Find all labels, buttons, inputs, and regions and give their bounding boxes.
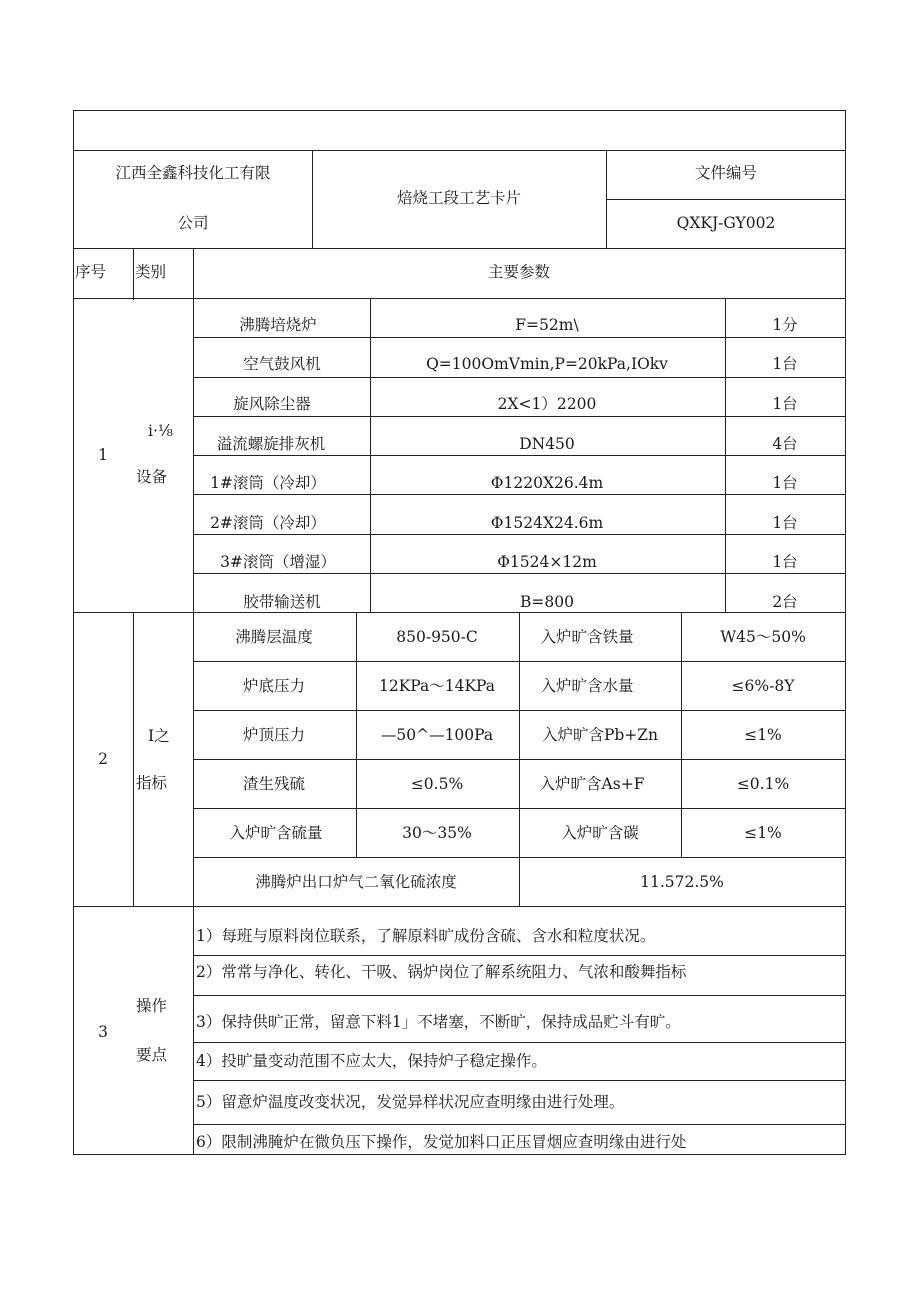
equipment-name: 沸腾培烧炉 [239,316,317,334]
grid-line [193,248,194,1154]
section-category: 操作 [136,997,168,1015]
indicator-value: 30～35% [402,824,472,842]
grid-line [73,150,846,151]
indicator-value: ≤1% [744,726,782,744]
grid-line [133,612,134,907]
grid-line [73,906,846,907]
section-category: I之 [148,727,170,745]
equipment-spec: Φ1524×12m [497,553,597,571]
grid-line [193,416,846,417]
grid-line [681,612,682,858]
equipment-qty: 1台 [772,474,798,492]
grid-line [193,455,846,456]
equipment-qty: 2台 [772,593,798,611]
grid-line [193,1080,846,1081]
grid-line [193,759,846,760]
grid-line [193,808,846,809]
operation-point: 5）留意炉温度改变状况，发觉异样状况应查明缘由进行处理。 [196,1093,625,1111]
equipment-name: 溢流螺旋排灰机 [216,435,326,453]
indicator-label: 入炉旷含水量 [540,677,634,695]
operation-point: 4）投旷量变动范围不应太大，保持炉子稳定操作。 [196,1052,547,1070]
equipment-qty: 1台 [772,553,798,571]
equipment-name: 1#滚筒（冷却） [210,474,326,492]
section-category-cont: 指标 [136,774,168,792]
grid-line [73,248,846,249]
operation-point: 6）限制沸腌炉在微负压下操作，发觉加料口正压冒烟应查明缘由进行处 [196,1133,687,1151]
equipment-qty: 1分 [772,316,798,334]
indicator-value: 850-950-C [396,628,478,646]
section-category-cont: 设备 [136,468,168,486]
indicator-value: ≤6%-8Y [731,677,795,695]
grid-line [193,534,846,535]
grid-line [356,612,357,858]
indicator-value: ≤0.1% [736,775,790,793]
operation-point: 1）每班与原料岗位联系，了解原料旷成份含硫、含水和粒度状况。 [196,927,656,945]
indicator-value: ≤1% [744,824,782,842]
table-border-bottom [73,1154,846,1155]
grid-line [193,857,846,858]
equipment-spec: Φ1524X24.6m [490,514,604,532]
equipment-qty: 4台 [772,435,798,453]
indicator-value: W45～50% [720,628,806,646]
doc-number-label: 文件编号 [694,164,758,182]
equipment-name: 3#滚筒（增湿） [220,553,336,571]
indicator-label: 沸腾层温度 [235,628,313,646]
table-border-top [73,110,846,111]
so2-concentration-label: 沸腾炉出口炉气二氧化硫浓度 [255,873,457,891]
doc-number-value: QXKJ-GY002 [676,214,776,232]
grid-line [193,573,846,574]
so2-concentration-value: 11.572.5% [640,873,724,891]
grid-line [73,298,846,299]
equipment-name: 胶带输送机 [243,593,321,611]
equipment-spec: B=800 [520,593,574,611]
equipment-name: 2#滚筒（冷却） [210,514,326,532]
grid-line [193,710,846,711]
grid-line [312,150,313,248]
col-header-category: 类别 [135,263,167,281]
equipment-spec: 2X<1）2200 [497,395,597,413]
indicator-label: 入炉旷含铁量 [540,628,634,646]
indicator-label: 渣生残硫 [242,775,306,793]
indicator-label: 炉底压力 [242,677,306,695]
equipment-spec: F=52m\ [515,316,579,334]
indicator-label: 入炉旷含As+F [539,775,645,793]
section-category-cont: 要点 [136,1046,168,1064]
table-border-left [73,110,74,1155]
section-index: 1 [98,446,108,464]
indicator-value: ≤0.5% [410,775,464,793]
indicator-label: 入炉旷含Pb+Zn [541,726,659,744]
equipment-spec: Q=100OmVmin,P=20kPa,IOkv [426,355,668,373]
company-name-cont: 公司 [177,214,209,232]
indicator-label: 炉顶压力 [242,726,306,744]
operation-point: 3）保持供旷正常，留意下料1」不堵塞，不断旷，保持成品贮斗有旷。 [196,1013,681,1031]
grid-line [193,1042,846,1043]
indicator-label: 入炉旷含硫量 [229,824,323,842]
grid-line [193,337,846,338]
card-title: 焙烧工段工艺卡片 [396,189,522,207]
equipment-name: 空气鼓风机 [243,355,321,373]
equipment-qty: 1台 [772,514,798,532]
indicator-label: 入炉旷含碳 [561,824,639,842]
equipment-name: 旋风除尘器 [233,395,311,413]
table-border-right [845,110,846,1155]
grid-line [193,1124,846,1125]
grid-line [193,494,846,495]
grid-line [193,661,846,662]
equipment-spec: Φ1220X26.4m [490,474,604,492]
grid-line [193,995,846,996]
grid-line [606,199,846,200]
company-name: 江西全鑫科技化工有限 [115,164,271,182]
equipment-qty: 1台 [772,355,798,373]
indicator-value: —50^—100Pa [380,726,494,744]
indicator-value: 12KPa～14KPa [378,677,496,695]
operation-point: 2）常常与净化、转化、干吸、锅炉岗位了解系统阻力、气浓和酸舞指标 [196,963,687,981]
col-header-index: 序号 [75,263,107,281]
equipment-qty: 1台 [772,395,798,413]
section-index: 3 [98,1023,108,1041]
equipment-spec: DN450 [519,435,575,453]
grid-line [73,612,846,613]
grid-line [193,955,846,956]
col-header-params: 主要参数 [487,263,551,281]
grid-line [193,377,846,378]
section-index: 2 [98,750,108,768]
grid-line [133,248,134,300]
section-category: i·⅛ [148,422,173,440]
